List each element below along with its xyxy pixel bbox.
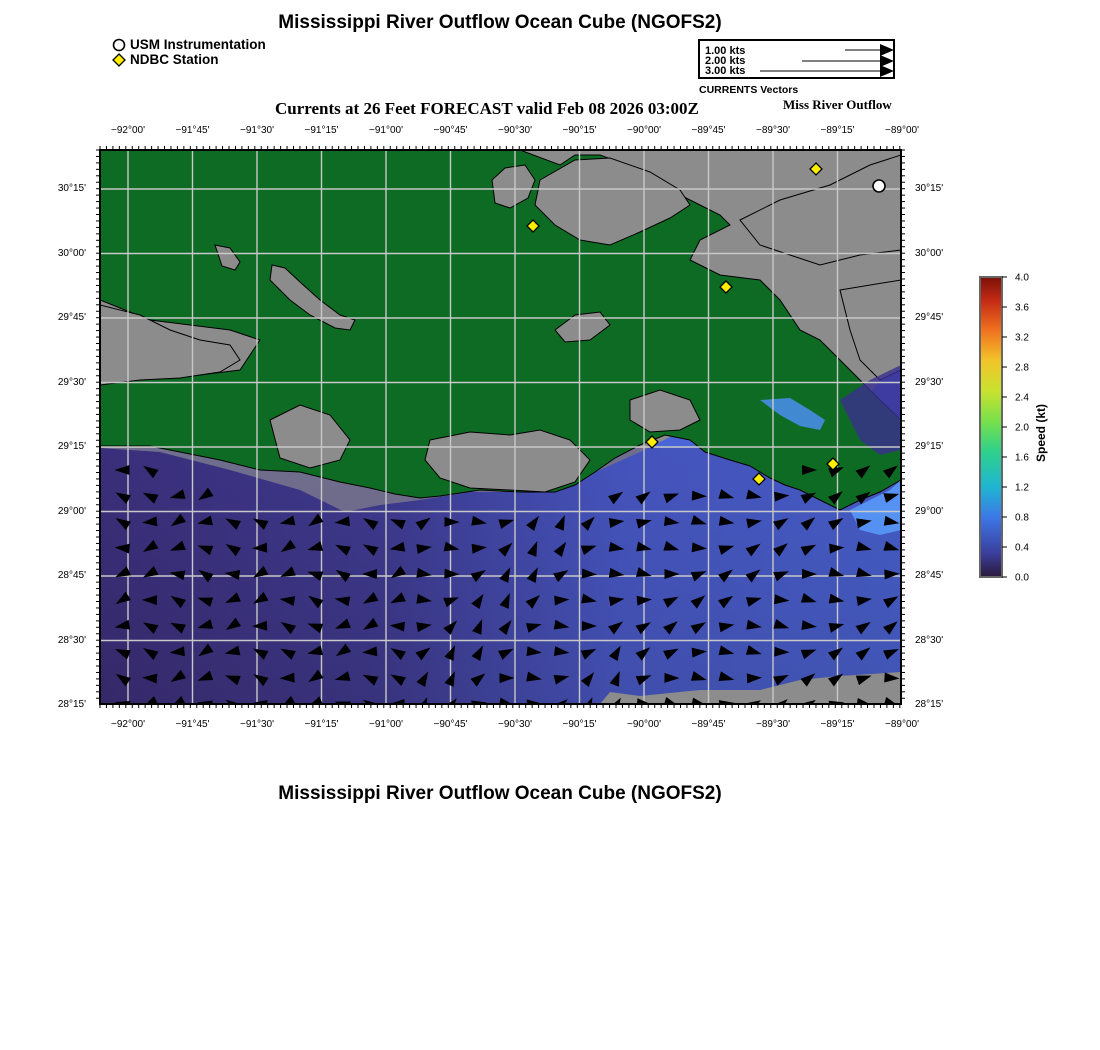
usm-instrument-marker[interactable] [873, 180, 885, 192]
speed-colorbar [975, 270, 1035, 585]
axis-tick-label: −90°45' [433, 125, 468, 136]
axis-tick-label: 29°45' [57, 312, 86, 323]
axis-tick-label: 29°15' [915, 441, 944, 452]
axis-tick-label: 28°30' [915, 634, 944, 646]
axis-tick-label: −91°45' [175, 125, 210, 136]
axis-tick-label: 29°00' [57, 505, 86, 517]
legend-ndbc-label: NDBC Station [130, 52, 219, 67]
vector-key-row: 1.00 kts [705, 45, 746, 57]
axis-tick-label: −90°45' [433, 719, 468, 730]
axis-tick-label: 30°15' [915, 183, 944, 194]
axis-tick-label: 29°15' [57, 441, 86, 452]
axis-tick-label: −91°30' [240, 719, 274, 730]
colorbar-tick: 2.8 [1015, 362, 1029, 374]
axis-tick-label: −91°00' [369, 719, 403, 730]
axis-tick-label: −91°45' [175, 719, 210, 730]
axis-tick-label: 29°30' [57, 376, 86, 388]
axis-tick-label: −89°00' [885, 125, 919, 136]
page-title: Mississippi River Outflow Ocean Cube (NGOFS2) [278, 12, 722, 33]
axis-tick-label: 28°15' [57, 699, 86, 710]
axis-tick-label: −89°45' [691, 125, 726, 136]
axis-tick-label: −90°00' [627, 719, 661, 730]
axis-tick-label: −90°15' [562, 719, 597, 730]
colorbar-tick: 3.6 [1015, 302, 1029, 314]
colorbar-tick: 2.4 [1015, 392, 1029, 404]
vector-key-caption: CURRENTS Vectors [699, 84, 799, 96]
axis-tick-label: 30°00' [915, 247, 944, 259]
colorbar-tick: 1.6 [1015, 452, 1029, 464]
axis-tick-label: 28°45' [57, 570, 86, 581]
axis-tick-label: −92°00' [111, 125, 145, 136]
axis-tick-label: 30°15' [57, 183, 86, 194]
vector-key-row: 2.00 kts [705, 55, 746, 67]
axis-tick-label: −89°30' [756, 125, 790, 136]
axis-tick-label: 29°00' [915, 505, 944, 517]
axis-tick-label: −91°15' [304, 719, 339, 730]
axis-tick-label: 28°15' [915, 699, 944, 710]
axis-tick-label: −90°30' [498, 125, 532, 136]
axis-tick-label: −89°15' [820, 125, 855, 136]
colorbar-tick: 4.0 [1015, 272, 1029, 284]
colorbar-label: Speed (kt) [1034, 403, 1048, 462]
axis-tick-label: −91°30' [240, 125, 274, 136]
axis-tick-label: 28°45' [915, 570, 944, 581]
legend-usm-label: USM Instrumentation [130, 37, 266, 52]
axis-tick-label: −89°15' [820, 719, 855, 730]
vector-key-row: 3.00 kts [705, 65, 746, 77]
axis-tick-label: −89°45' [691, 719, 726, 730]
axis-tick-label: −89°00' [885, 719, 919, 730]
colorbar-tick: 0.0 [1015, 572, 1029, 584]
axis-tick-label: −89°30' [756, 719, 790, 730]
axis-tick-label: −90°00' [627, 125, 661, 136]
footer-title: Mississippi River Outflow Ocean Cube (NGOFS2) [278, 783, 722, 804]
axis-tick-label: 29°30' [915, 376, 944, 388]
forecast-subtitle: Currents at 26 Feet FORECAST valid Feb 08 2026 03:00Z [275, 99, 699, 118]
colorbar-tick: 3.2 [1015, 332, 1029, 344]
colorbar-tick: 0.8 [1015, 512, 1029, 524]
axis-tick-label: −90°30' [498, 719, 532, 730]
colorbar-tick: 0.4 [1015, 542, 1029, 554]
axis-tick-label: 30°00' [57, 247, 86, 259]
colorbar-tick: 1.2 [1015, 482, 1029, 494]
region-label: Miss River Outflow [783, 97, 892, 112]
axis-tick-label: −92°00' [111, 719, 145, 730]
axis-tick-label: −91°00' [369, 125, 403, 136]
axis-tick-label: 29°45' [915, 312, 944, 323]
axis-tick-label: −91°15' [304, 125, 339, 136]
colorbar-tick: 2.0 [1015, 422, 1029, 434]
axis-tick-label: −90°15' [562, 125, 597, 136]
axis-tick-label: 28°30' [57, 634, 86, 646]
